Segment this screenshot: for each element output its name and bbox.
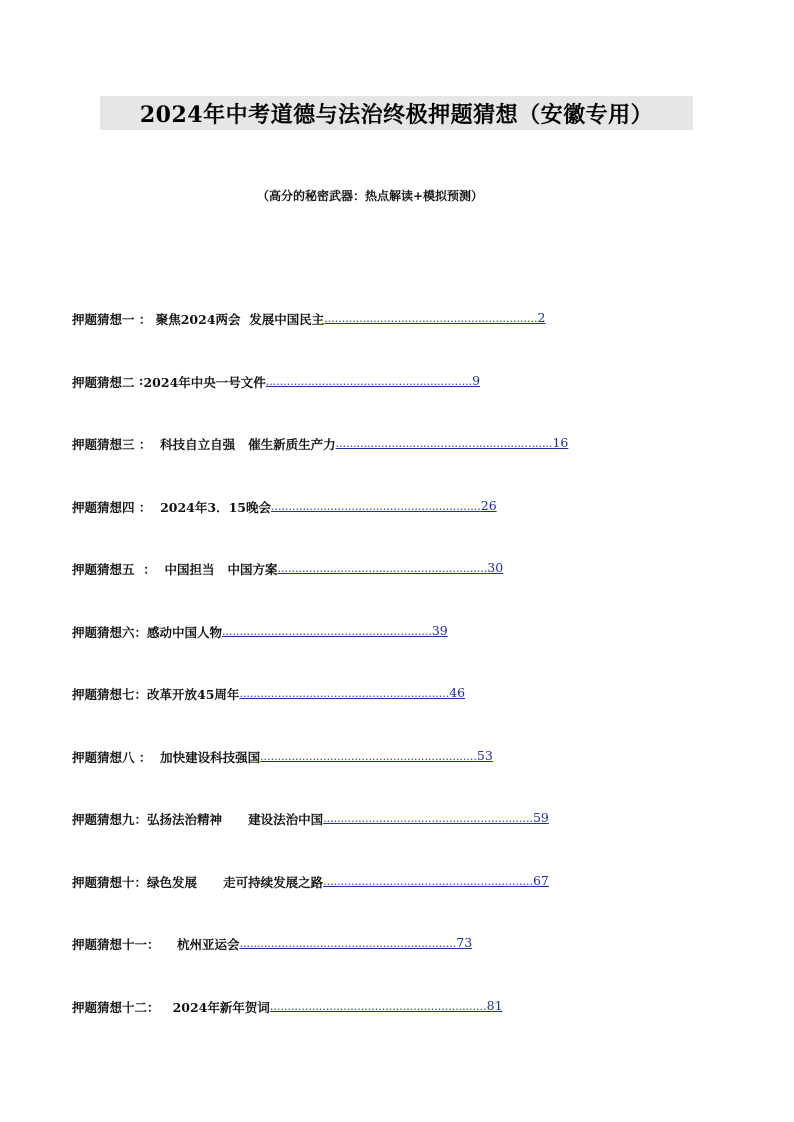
toc-leader-dots: .............................................................. [260, 749, 477, 763]
toc-item-link[interactable] [239, 935, 472, 950]
toc-page-number: 53 [476, 747, 493, 763]
table-of-contents [72, 310, 712, 1060]
toc-item-label: 押题猜想一 [72, 312, 135, 327]
toc-item-separator: ： [134, 624, 148, 640]
toc-item-label: 押题猜想三 [72, 437, 135, 452]
toc-item-topic: 绿色发展 走可持续发展之路 [147, 874, 324, 890]
toc-page-number: 46 [449, 685, 466, 700]
toc-item-link[interactable] [270, 998, 503, 1013]
toc-item-label: 押题猜想八 [72, 749, 135, 765]
toc-leader-dots: .............................................................. [269, 999, 487, 1013]
toc-item-topic: 感动中国人物 [147, 624, 223, 640]
toc-page-number: 59 [532, 810, 549, 825]
toc-item-topic: 2024年新年贺词 [172, 999, 270, 1015]
toc-item-link[interactable] [266, 373, 480, 388]
toc-item-10[interactable] [72, 873, 712, 936]
toc-item-separator: ： [134, 749, 161, 765]
toc-item-topic: 科技自立自强 催生新质生产力 [160, 437, 336, 452]
toc-item-link[interactable] [260, 748, 493, 763]
toc-page-number: 16 [552, 435, 569, 450]
toc-item-label: 押题猜想十一 [72, 937, 148, 952]
toc-item-topic: 杭州亚运会 [176, 937, 240, 952]
toc-item-6[interactable] [72, 623, 712, 686]
toc-item-label: 押题猜想四 [72, 499, 135, 515]
toc-item-topic: 聚焦2024两会 发展中国民主 [155, 312, 325, 327]
toc-item-11[interactable] [72, 935, 712, 998]
toc-item-label: 押题猜想二 [72, 374, 135, 390]
toc-leader-dots: ............................................................ [239, 687, 450, 700]
toc-item-link[interactable] [336, 435, 569, 450]
toc-page-number: 81 [486, 997, 503, 1013]
toc-item-label: 押题猜想七 [72, 687, 135, 702]
toc-item-separator: ： [134, 437, 161, 452]
toc-item-7[interactable] [72, 685, 712, 748]
toc-leader-dots: .............................................................. [335, 437, 553, 450]
toc-item-link[interactable] [271, 498, 497, 513]
toc-item-topic: 加快建设科技强国 [160, 749, 261, 765]
toc-page-number: 9 [472, 372, 481, 388]
toc-item-topic: 中国担当 中国方案 [164, 562, 278, 577]
toc-item-9[interactable] [72, 810, 712, 873]
toc-leader-dots: ............................................................ [277, 562, 488, 575]
toc-item-separator: ： [134, 874, 148, 890]
toc-item-label: 押题猜想六 [72, 624, 135, 640]
toc-item-2[interactable] [72, 373, 712, 436]
toc-item-topic: 2024年中央一号文件 [143, 374, 266, 390]
toc-item-link[interactable] [278, 560, 504, 575]
toc-page-number: 73 [456, 935, 473, 950]
title-banner [100, 96, 693, 130]
toc-item-5[interactable] [72, 560, 712, 623]
toc-item-separator: ： [134, 812, 148, 827]
toc-item-separator: ： [147, 937, 177, 952]
toc-item-link[interactable] [324, 310, 545, 325]
toc-item-link[interactable] [323, 873, 549, 888]
toc-item-separator: ： [134, 312, 156, 327]
toc-leader-dots: ............................................................ [270, 499, 481, 513]
toc-item-topic: 弘扬法治精神 建设法治中国 [147, 812, 324, 827]
document-title: 2024年中考道德与法治终极押题猜想（安徽专用） [139, 101, 654, 128]
toc-item-separator: ： [134, 499, 161, 515]
toc-item-separator: ： [134, 687, 148, 702]
toc-item-3[interactable] [72, 435, 712, 498]
toc-page-number: 2 [537, 310, 546, 325]
toc-item-separator: ： [134, 562, 165, 577]
toc-page-number: 30 [487, 560, 504, 575]
toc-leader-dots: ............................................................. [324, 312, 538, 325]
document-subtitle: （高分的秘密武器：热点解读+模拟预测） [256, 189, 484, 203]
toc-item-topic: 2024年3．15晚会 [160, 499, 271, 515]
toc-leader-dots: ............................................................ [323, 812, 533, 825]
toc-page-number: 67 [532, 872, 549, 888]
toc-item-label: 押题猜想十 [72, 874, 135, 890]
toc-leader-dots: ........................................................... [265, 374, 473, 388]
toc-leader-dots: ............................................................ [222, 624, 432, 638]
toc-leader-dots: ............................................................ [323, 874, 533, 888]
toc-item-8[interactable] [72, 748, 712, 811]
toc-item-link[interactable] [239, 685, 465, 700]
toc-page-number: 39 [431, 622, 448, 638]
toc-item-label: 押题猜想九 [72, 812, 135, 827]
toc-page-number: 26 [480, 497, 497, 513]
toc-item-label: 押题猜想十二 [72, 999, 148, 1015]
toc-item-separator: ： [147, 999, 173, 1015]
toc-item-12[interactable] [72, 998, 712, 1061]
toc-item-link[interactable] [323, 810, 549, 825]
toc-item-1[interactable] [72, 310, 712, 373]
toc-item-label: 押题猜想五 [72, 562, 135, 577]
toc-item-4[interactable] [72, 498, 712, 561]
toc-item-topic: 改革开放45周年 [147, 687, 240, 702]
toc-item-link[interactable] [222, 623, 448, 638]
toc-item-separator: : [134, 372, 144, 388]
toc-leader-dots: .............................................................. [239, 937, 457, 950]
